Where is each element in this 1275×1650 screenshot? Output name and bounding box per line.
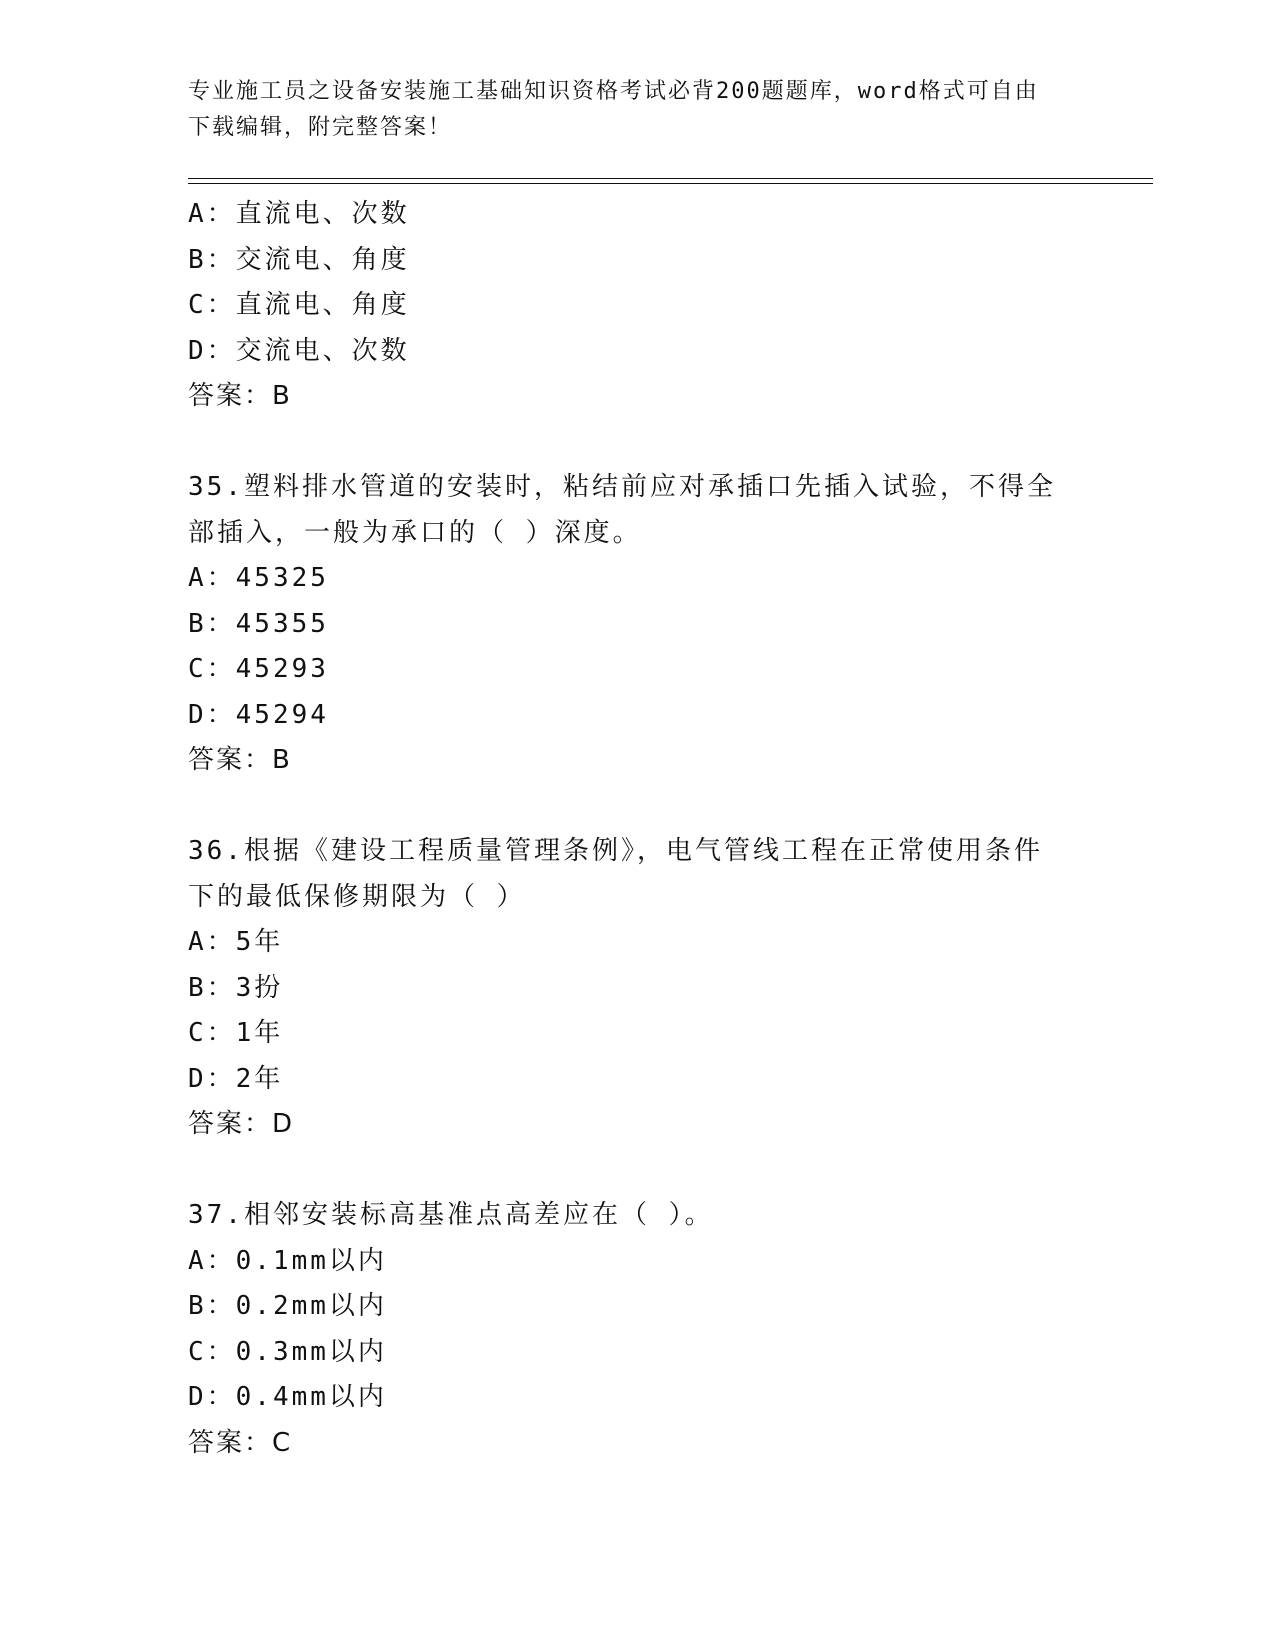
- header-divider-bottom: [188, 183, 1153, 184]
- option-b: B：交流电、角度: [188, 244, 410, 275]
- option-a: A：45325: [188, 563, 329, 593]
- answer-line: 答案：D: [188, 1109, 295, 1139]
- question-block-35: [188, 465, 1088, 784]
- option-d: D：0.4mm以内: [188, 1382, 387, 1412]
- option-a: A：直流电、次数: [188, 199, 410, 229]
- question-text: 35.塑料排水管道的安装时，粘结前应对承插口先插入试验，不得全部插入，一般为承口的（ ）深度。: [188, 472, 1056, 548]
- answer-line: 答案：C: [188, 1427, 293, 1458]
- question-block-34: [188, 192, 1088, 420]
- question-list: [188, 192, 1088, 1466]
- option-d: D：45294: [188, 699, 329, 730]
- option-d: D：2年: [188, 1063, 284, 1094]
- option-b: B：45355: [188, 608, 329, 639]
- option-d: D：交流电、次数: [188, 335, 410, 366]
- question-block-37: [188, 1193, 1088, 1466]
- header-divider-top: [188, 178, 1153, 179]
- header-line-1: 专业施工员之设备安装施工基础知识资格考试必背200题题库，word格式可自由: [188, 79, 1039, 104]
- option-c: C：0.3mm以内: [188, 1336, 387, 1367]
- question-text: 36.根据《建设工程质量管理条例》，电气管线工程在正常使用条件下的最低保修期限为（ ）: [188, 836, 1043, 912]
- option-c: C：1年: [188, 1018, 284, 1048]
- option-a: A：5年: [188, 927, 284, 957]
- option-a: A：0.1mm以内: [188, 1245, 387, 1276]
- question-block-36: [188, 829, 1088, 1148]
- option-b: B：3扮: [188, 972, 284, 1003]
- question-text: 37.相邻安装标高基准点高差应在（ ）。: [188, 1200, 714, 1230]
- header-line-2: 下载编辑，附完整答案！: [188, 115, 453, 140]
- answer-line: 答案：B: [188, 745, 292, 775]
- option-c: C：直流电、角度: [188, 290, 410, 320]
- option-c: C：45293: [188, 654, 329, 684]
- option-b: B：0.2mm以内: [188, 1291, 387, 1321]
- answer-line: 答案：B: [188, 381, 292, 411]
- document-header: [188, 74, 1088, 146]
